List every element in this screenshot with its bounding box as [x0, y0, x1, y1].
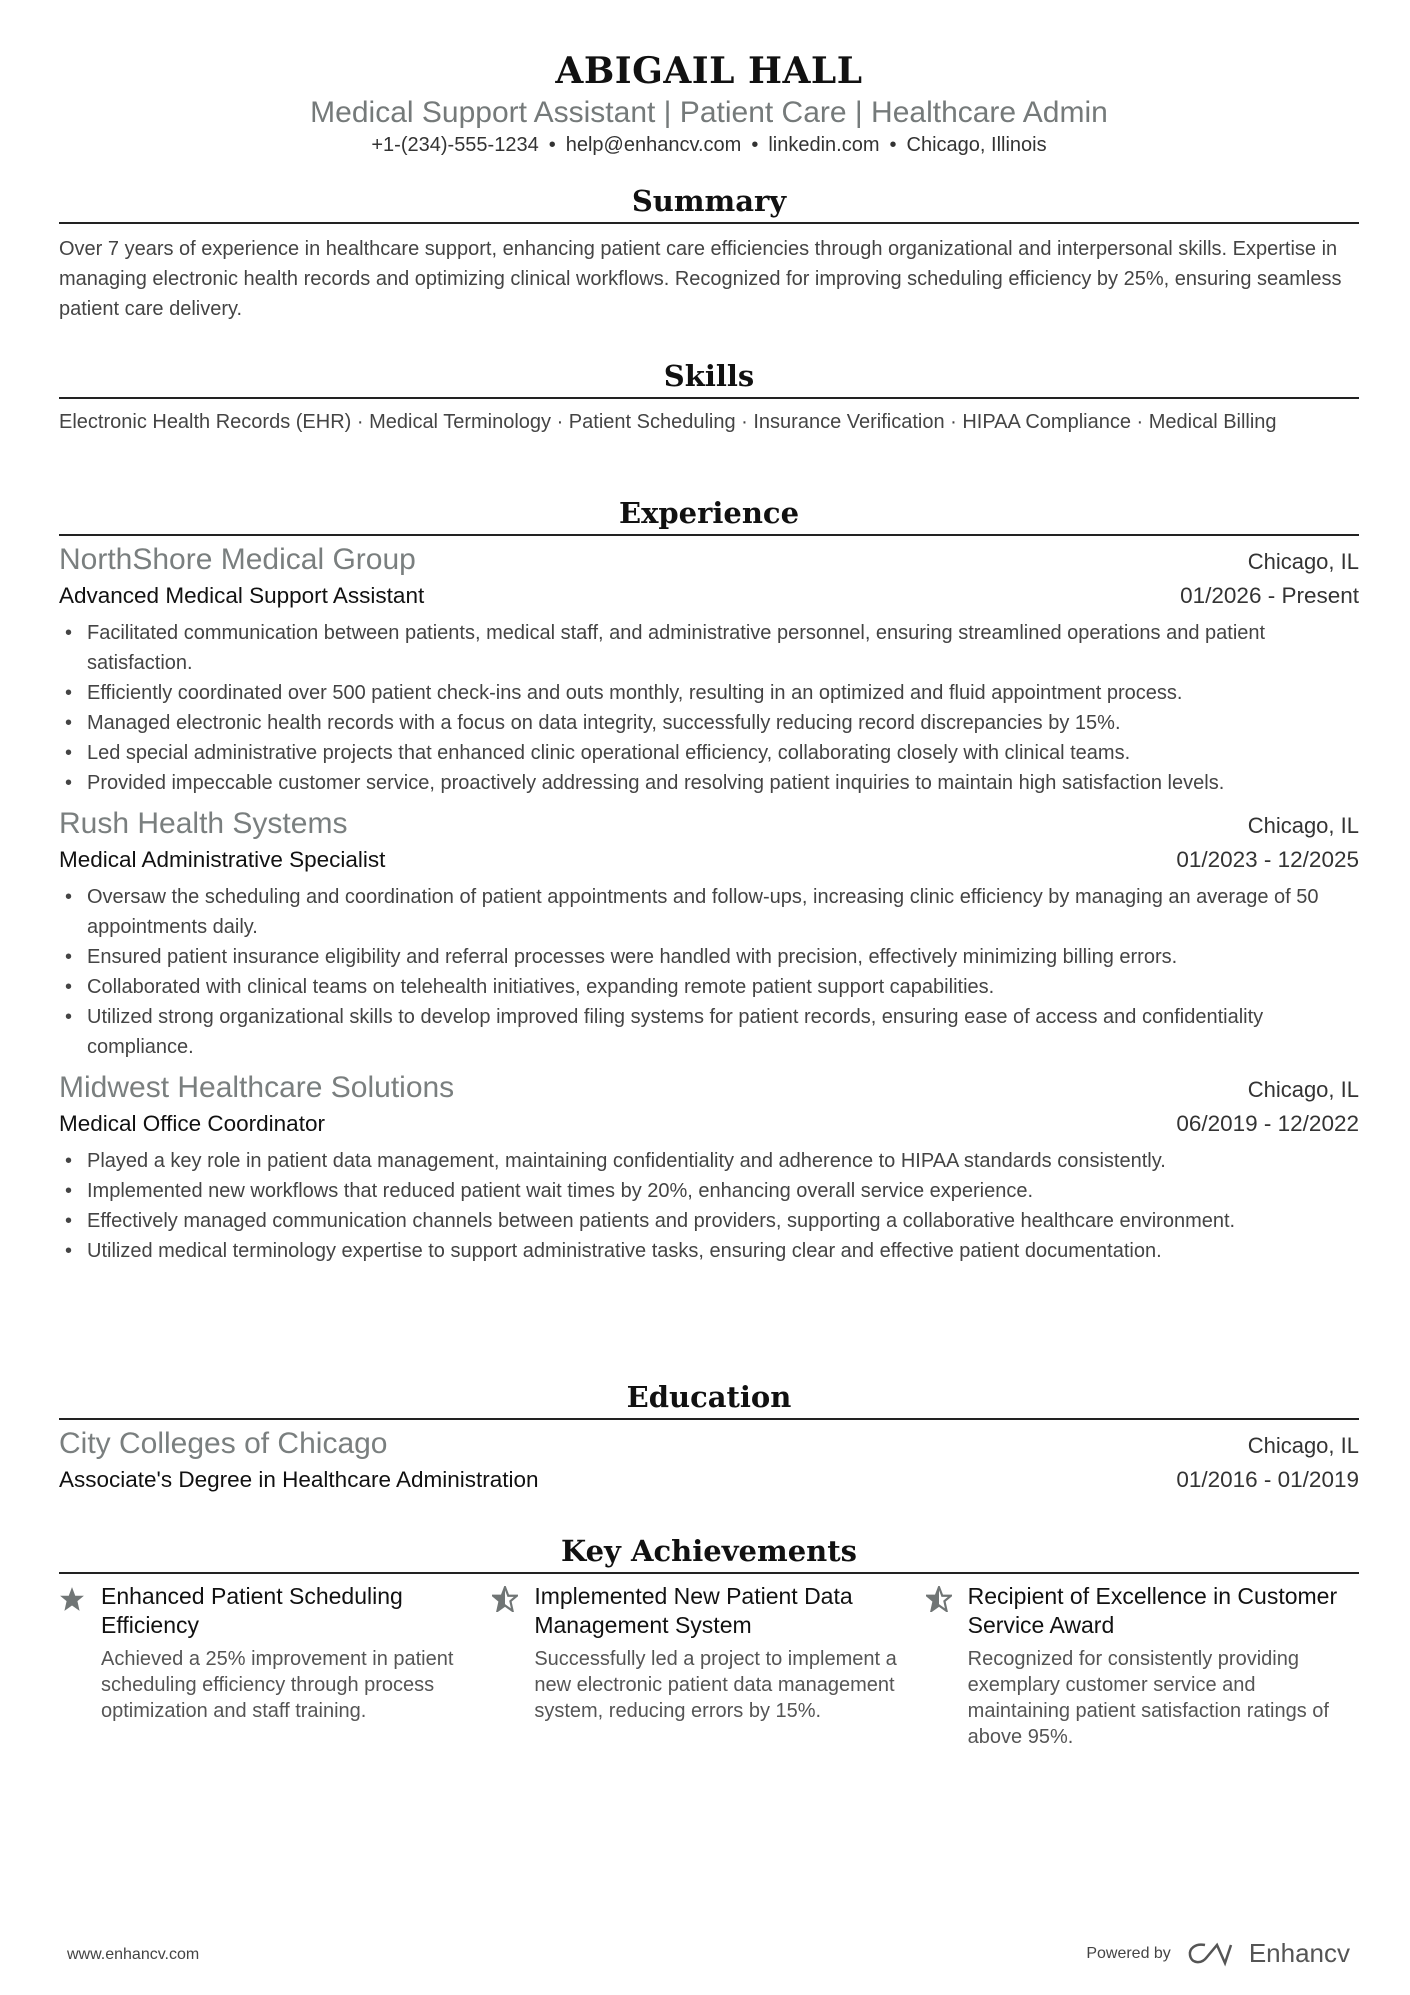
footer-website[interactable]: www.enhancv.com: [67, 1946, 200, 1963]
bullet-item: • Ensured patient insurance eligibility and referral processes were handled with precision, effectively minimizing billing errors.: [59, 942, 1359, 972]
divider: [59, 222, 1359, 224]
section-title: Experience: [618, 496, 800, 530]
bullet-item: • Efficiently coordinated over 500 patient check-ins and outs monthly, resulting in an optimized and fluid appointment process.: [59, 678, 1359, 708]
skills-list: Electronic Health Records (EHR) · Medical Terminology · Patient Scheduling · Insurance Verification · HIPAA Compliance · Medical Billing: [59, 411, 1277, 433]
bullet-item: • Managed electronic health records with a focus on data integrity, successfully reducing record discrepancies by 15%.: [59, 708, 1359, 738]
job-entry: [59, 806, 1359, 1062]
company-name: Midwest Healthcare Solutions: [59, 1071, 455, 1104]
achievement-desc: Recognized for consistently providing exemplary customer service and maintaining patient satisfaction ratings of above 95%.: [967, 1648, 1329, 1748]
job-location: Chicago, IL: [1247, 1077, 1359, 1102]
degree: Associate's Degree in Healthcare Administration: [59, 1467, 539, 1492]
job-entry: [59, 542, 1359, 798]
job-entry: [59, 1070, 1359, 1266]
brand-name: Enhancv: [1248, 1938, 1350, 1968]
job-dates: 01/2026 - Present: [1180, 583, 1359, 608]
achievement-title: Enhanced Patient Scheduling Efficiency: [101, 1583, 403, 1638]
school-name: City Colleges of Chicago: [59, 1427, 388, 1460]
job-dates: 06/2019 - 12/2022: [1176, 1111, 1359, 1136]
section-title: Summary: [631, 184, 787, 218]
bullet-item: • Led special administrative projects that enhanced clinic operational efficiency, collaborating closely with clinical teams.: [59, 738, 1359, 768]
job-dates: 01/2023 - 12/2025: [1176, 847, 1359, 872]
job-title: Medical Office Coordinator: [59, 1111, 325, 1136]
contact-line: +1-(234)-555-1234 • help@enhancv.com • linkedin.com • Chicago, Illinois: [371, 134, 1047, 156]
job-location: Chicago, IL: [1247, 813, 1359, 838]
education-dates: 01/2016 - 01/2019: [1176, 1467, 1359, 1492]
achievement-title: Recipient of Excellence in Customer Service Award: [967, 1583, 1338, 1638]
job-title: Advanced Medical Support Assistant: [59, 583, 425, 608]
section-title: Skills: [663, 359, 755, 393]
divider: [59, 1572, 1359, 1574]
achievement-item: [926, 1582, 1359, 1750]
location: Chicago, Illinois: [906, 134, 1047, 156]
achievement-desc: Successfully led a project to implement a new electronic patient data management system, reducing errors by 15%.: [534, 1648, 897, 1722]
star-filled-icon: [59, 1586, 85, 1612]
candidate-name: ABIGAIL HALL: [555, 50, 863, 92]
company-name: Rush Health Systems: [59, 807, 348, 840]
enhancv-logo-icon: [1187, 1941, 1233, 1967]
section-title: Education: [626, 1380, 792, 1414]
divider: [59, 1418, 1359, 1420]
footer-branding: [1086, 1938, 1350, 1969]
summary-section: [59, 180, 1359, 324]
job-bullets: [59, 1146, 1359, 1266]
bullet-item: • Played a key role in patient data management, maintaining confidentiality and adherence to HIPAA standards consistently.: [59, 1146, 1359, 1176]
achievements-section: [59, 1530, 1359, 1750]
star-half-icon: [492, 1586, 518, 1612]
section-title: Key Achievements: [561, 1534, 857, 1568]
star-half-icon: [926, 1586, 952, 1612]
summary-text: Over 7 years of experience in healthcare support, enhancing patient care efficiencies through organizational and interpersonal skills. Expertise in managing electronic health records and optimizing clinical workflows. Recognized for improving scheduling efficiency by 25%, ensuring seamless patient care delivery.: [59, 238, 1342, 320]
bullet-item: • Collaborated with clinical teams on telehealth initiatives, expanding remote patient support capabilities.: [59, 972, 1359, 1002]
skills-section: [59, 355, 1359, 436]
experience-section: [59, 492, 1359, 1274]
divider: [59, 397, 1359, 399]
achievement-title: Implemented New Patient Data Management System: [534, 1583, 853, 1638]
job-bullets: [59, 882, 1359, 1062]
bullet-item: • Effectively managed communication channels between patients and providers, supporting a collaborative healthcare environment.: [59, 1206, 1359, 1236]
achievement-item: [492, 1582, 925, 1750]
linkedin[interactable]: linkedin.com: [768, 134, 880, 156]
bullet-item: • Implemented new workflows that reduced patient wait times by 20%, enhancing overall service experience.: [59, 1176, 1359, 1206]
bullet-item: • Utilized strong organizational skills to develop improved filing systems for patient records, ensuring ease of access and confidentiality compliance.: [59, 1002, 1359, 1062]
job-bullets: [59, 618, 1359, 798]
headline: Medical Support Assistant | Patient Care | Healthcare Admin: [310, 96, 1108, 129]
bullet-item: • Facilitated communication between patients, medical staff, and administrative personnel, ensuring streamlined operations and patient satisfaction.: [59, 618, 1359, 678]
achievement-item: [59, 1582, 492, 1750]
powered-by: Powered by: [1086, 1944, 1171, 1962]
school-location: Chicago, IL: [1247, 1433, 1359, 1458]
bullet-item: • Utilized medical terminology expertise to support administrative tasks, ensuring clear and effective patient documentation.: [59, 1236, 1359, 1266]
email[interactable]: help@enhancv.com: [565, 134, 742, 156]
job-location: Chicago, IL: [1247, 549, 1359, 574]
education-section: [59, 1376, 1359, 1498]
bullet-item: • Oversaw the scheduling and coordination of patient appointments and follow-ups, increasing clinic efficiency by managing an average of 50 appointments daily.: [59, 882, 1359, 942]
achievement-desc: Achieved a 25% improvement in patient scheduling efficiency through process optimization and staff training.: [101, 1648, 454, 1722]
company-name: NorthShore Medical Group: [59, 543, 416, 576]
job-title: Medical Administrative Specialist: [59, 847, 386, 872]
phone: +1-(234)-555-1234: [371, 134, 539, 156]
bullet-item: • Provided impeccable customer service, proactively addressing and resolving patient inquiries to maintain high satisfaction levels.: [59, 768, 1359, 798]
divider: [59, 534, 1359, 536]
